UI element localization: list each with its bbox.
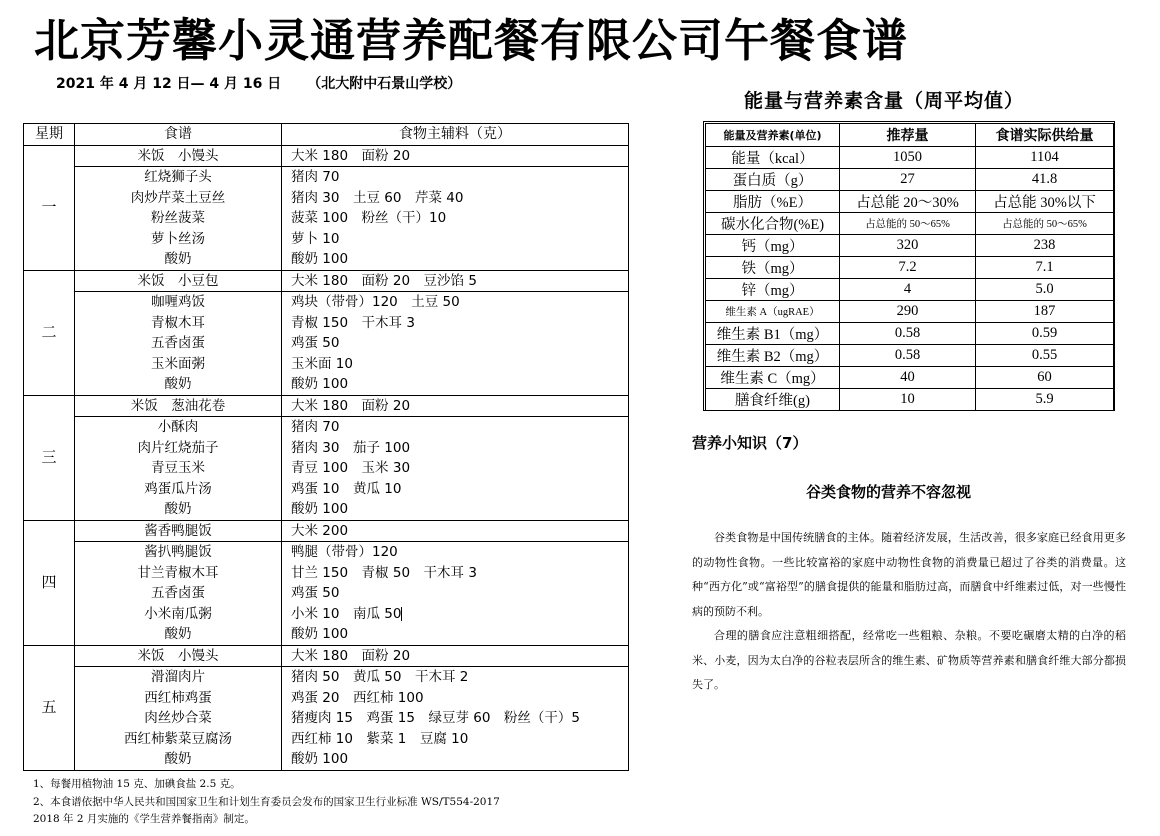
- dish-name: 米饭 小馒头: [137, 147, 219, 164]
- header-ingredients: 食物主辅料（克）: [282, 124, 629, 146]
- dish-name: 肉丝炒合菜: [144, 710, 212, 726]
- ingredient-text: 猪肉 30 土豆 60 芹菜 40: [291, 189, 464, 206]
- ingredient-text: 酸奶 100: [291, 751, 349, 767]
- article-title: 谷类食物的营养不容忽视: [806, 483, 972, 501]
- text-cursor: [401, 607, 402, 621]
- footnotes: [33, 776, 500, 829]
- ingredient-text: 猪肉 50 黄瓜 50 干木耳 2: [291, 669, 469, 685]
- knowledge-heading: 营养小知识（7）: [692, 434, 808, 452]
- ingredient-text: 青椒 150 干木耳 3: [291, 314, 415, 331]
- ingredient-text: 鸡蛋 50: [291, 585, 340, 601]
- ingredient-text: 酸奶 100: [291, 501, 349, 517]
- nutrient-name: 铁（mg）: [706, 257, 840, 279]
- nutrition-row: [706, 389, 1114, 411]
- ingredient-text: 大米 180 面粉 20: [291, 647, 411, 664]
- ingredient-text: 大米 180 面粉 20 豆沙馅 5: [291, 272, 477, 289]
- date-subtitle: [56, 73, 461, 93]
- dish-name: 西红柿紫菜豆腐汤: [124, 730, 232, 747]
- recommended-value: 0.58: [840, 323, 976, 345]
- dish-name: 青豆玉米: [151, 460, 205, 476]
- ingredient-text: 大米 180 面粉 20: [291, 397, 411, 414]
- recommended-value: 27: [840, 169, 976, 191]
- nutrient-name: 碳水化合物(%E): [706, 213, 840, 235]
- nutrition-row: [706, 147, 1114, 169]
- actual-value: 41.8: [976, 169, 1114, 191]
- dish-name: 咖喱鸡饭: [151, 294, 205, 310]
- menu-day-row-dishes: [24, 542, 629, 646]
- footnote: 2、本食谱依据中华人民共和国国家卫生和计划生育委员会发布的国家卫生行业标准 WS/T554-2017: [33, 795, 500, 808]
- ingredient-text: 青豆 100 玉米 30: [291, 460, 411, 476]
- ingredient-text: 猪肉 30 茄子 100: [291, 439, 411, 456]
- nutrition-row: [706, 169, 1114, 191]
- recommended-value: 7.2: [840, 257, 976, 279]
- nutrition-row: [706, 257, 1114, 279]
- actual-value: 60: [976, 367, 1114, 389]
- nutrition-row: [706, 213, 1114, 235]
- menu-day-row-staple: [24, 645, 629, 667]
- menu-day-row-dishes: [24, 167, 629, 271]
- menu-day-row-staple: [24, 270, 629, 292]
- ingredient-text: 酸奶 100: [291, 376, 349, 392]
- header-dishes: 食谱: [75, 124, 282, 146]
- dish-name: 酸奶: [164, 501, 192, 517]
- dish-name: 青椒木耳: [151, 314, 205, 331]
- nutrient-name: 维生素 B2（mg）: [706, 345, 840, 367]
- dish-name: 米饭 小豆包: [137, 272, 219, 289]
- ingredient-text: 萝卜 10: [291, 230, 340, 247]
- ingredient-text: 酸奶 100: [291, 626, 349, 642]
- dish-name: 五香卤蛋: [151, 585, 205, 601]
- menu-table: [23, 123, 629, 771]
- ingredient-text-with-cursor[interactable]: [282, 604, 628, 625]
- menu-day-row-dishes: [24, 292, 629, 396]
- dish-name: 米饭 葱油花卷: [130, 397, 226, 414]
- actual-value: 0.59: [976, 323, 1114, 345]
- menu-day-row-dishes: [24, 667, 629, 771]
- nutrition-title: 能量与营养素含量（周平均值）: [744, 90, 1025, 112]
- date-range: 2021 年 4 月 12 日— 4 月 16 日: [56, 76, 282, 92]
- nutrition-row: [706, 345, 1114, 367]
- nutrient-name: 能量（kcal）: [706, 147, 840, 169]
- dish-name: 小酥肉: [157, 419, 199, 435]
- ingredient-text: 鸡蛋 20 西红柿 100: [291, 689, 424, 706]
- footnote: 1、每餐用植物油 15 克、加碘食盐 2.5 克。: [33, 778, 241, 790]
- nutrient-name: 维生素 B1（mg）: [706, 323, 840, 345]
- dish-name: 滑溜肉片: [151, 669, 205, 685]
- actual-value: 1104: [976, 147, 1114, 169]
- nutrient-name: 膳食纤维(g): [706, 389, 840, 411]
- actual-value: 0.55: [976, 345, 1114, 367]
- dish-name: 萝卜丝汤: [151, 230, 205, 247]
- recommended-value: 40: [840, 367, 976, 389]
- dish-name: 酱香鸭腿饭: [144, 522, 212, 539]
- nutrient-name: 钙（mg）: [706, 235, 840, 257]
- day-label: 二: [24, 270, 75, 395]
- header-actual: 食谱实际供给量: [976, 124, 1114, 147]
- dish-name: 酸奶: [164, 376, 192, 392]
- nutrient-name: 脂肪（%E）: [706, 191, 840, 213]
- page-title: 北京芳馨小灵通营养配餐有限公司午餐食谱: [34, 14, 909, 67]
- day-label: 一: [24, 145, 75, 270]
- ingredient-text: 大米 180 面粉 20: [291, 147, 411, 164]
- nutrient-name: 维生素 A（ugRAE）: [706, 301, 840, 323]
- nutrition-row: [706, 191, 1114, 213]
- footnote: 2018 年 2 月实施的《学生营养餐指南》制定。: [33, 813, 255, 825]
- ingredient-text: 鸡块（带骨）120 土豆 50: [291, 294, 460, 310]
- recommended-value: 10: [840, 389, 976, 411]
- recommended-value: 320: [840, 235, 976, 257]
- nutrition-row: [706, 235, 1114, 257]
- dish-name: 酱扒鸭腿饭: [144, 544, 212, 560]
- ingredient-text: 猪瘦肉 15 鸡蛋 15 绿豆芽 60 粉丝（干）5: [291, 710, 580, 726]
- day-label: 五: [24, 645, 75, 770]
- ingredient-text: 西红柿 10 紫菜 1 豆腐 10: [291, 730, 469, 747]
- nutrition-row: [706, 323, 1114, 345]
- dish-name: 玉米面粥: [151, 355, 205, 372]
- dish-name: 西红柿鸡蛋: [144, 689, 212, 706]
- nutrition-table: [705, 123, 1114, 411]
- dish-name: 酸奶: [164, 751, 192, 767]
- dish-name: 小米南瓜粥: [144, 605, 212, 622]
- dish-name: 肉炒芹菜土豆丝: [130, 189, 226, 206]
- nutrition-row: [706, 367, 1114, 389]
- ingredient-text: 猪肉 70: [291, 419, 340, 435]
- ingredient-text: 鸭腿（带骨）120: [291, 544, 398, 560]
- ingredient-text: 鸡蛋 10 黄瓜 10: [291, 480, 402, 497]
- ingredient-text: 甘兰 150 青椒 50 干木耳 3: [291, 564, 477, 581]
- header-recommended: 推荐量: [840, 124, 976, 147]
- ingredient-text: 鸡蛋 50: [291, 335, 340, 351]
- day-label: 四: [24, 520, 75, 645]
- actual-value: 7.1: [976, 257, 1114, 279]
- ingredient-text: 小米 10 南瓜 50: [291, 605, 402, 622]
- article-paragraph: 合理的膳食应注意粗细搭配，经常吃一些粗粮、杂粮。不要吃碾磨太精的白净的稻米、小麦，因为太白净的谷粒表层所含的维生素、矿物质等营养素和膳食纤维大部分都损失了。: [692, 629, 1126, 691]
- dish-name: 粉丝菠菜: [151, 210, 205, 226]
- dish-name: 甘兰青椒木耳: [137, 564, 219, 581]
- nutrition-header-row: [706, 124, 1114, 147]
- recommended-value: 0.58: [840, 345, 976, 367]
- article-paragraph: 谷类食物是中国传统膳食的主体。随着经济发展，生活改善，很多家庭已经食用更多的动物性食物。一些比较富裕的家庭中动物性食物的消费量已超过了谷类的消费量。这种“西方化”或“富裕型”的膳食提供的能量和脂肪过高，而膳食中纤维素过低，对一些慢性病的预防不利。: [692, 531, 1126, 618]
- ingredient-text: 大米 200: [291, 522, 349, 539]
- ingredient-text: 菠菜 100 粉丝（干）10: [291, 210, 447, 226]
- actual-value: 238: [976, 235, 1114, 257]
- menu-header-row: [24, 124, 629, 146]
- header-nutrient: 能量及营养素(单位): [706, 124, 840, 147]
- actual-value: 5.9: [976, 389, 1114, 411]
- nutrient-name: 维生素 C（mg）: [706, 367, 840, 389]
- ingredient-text: 玉米面 10: [291, 355, 353, 372]
- recommended-value: 1050: [840, 147, 976, 169]
- dish-name: 鸡蛋瓜片汤: [144, 480, 212, 497]
- recommended-value: 占总能 20～30%: [840, 191, 976, 213]
- menu-day-row-staple: [24, 145, 629, 167]
- nutrient-name: 锌（mg）: [706, 279, 840, 301]
- actual-value: 187: [976, 301, 1114, 323]
- nutrition-row: [706, 301, 1114, 323]
- dish-name: 五香卤蛋: [151, 335, 205, 351]
- actual-value: 占总能的 50～65%: [976, 213, 1114, 235]
- dish-name: 酸奶: [164, 251, 192, 267]
- header-day: 星期: [24, 124, 75, 146]
- dish-name: 酸奶: [164, 626, 192, 642]
- recommended-value: 290: [840, 301, 976, 323]
- nutrient-name: 蛋白质（g）: [706, 169, 840, 191]
- menu-day-row-dishes: [24, 417, 629, 521]
- day-label: 三: [24, 395, 75, 520]
- ingredient-text: 酸奶 100: [291, 251, 349, 267]
- actual-value: 占总能 30%以下: [976, 191, 1114, 213]
- nutrition-row: [706, 279, 1114, 301]
- recommended-value: 占总能的 50～65%: [840, 213, 976, 235]
- menu-day-row-staple: [24, 395, 629, 417]
- dish-name: 肉片红烧茄子: [137, 439, 219, 456]
- dish-name: 米饭 小馒头: [137, 647, 219, 664]
- menu-day-row-staple: [24, 520, 629, 542]
- ingredient-text: 猪肉 70: [291, 169, 340, 185]
- school-name: （北大附中石景山学校）: [307, 76, 462, 92]
- dish-name: 红烧狮子头: [144, 169, 212, 185]
- recommended-value: 4: [840, 279, 976, 301]
- actual-value: 5.0: [976, 279, 1114, 301]
